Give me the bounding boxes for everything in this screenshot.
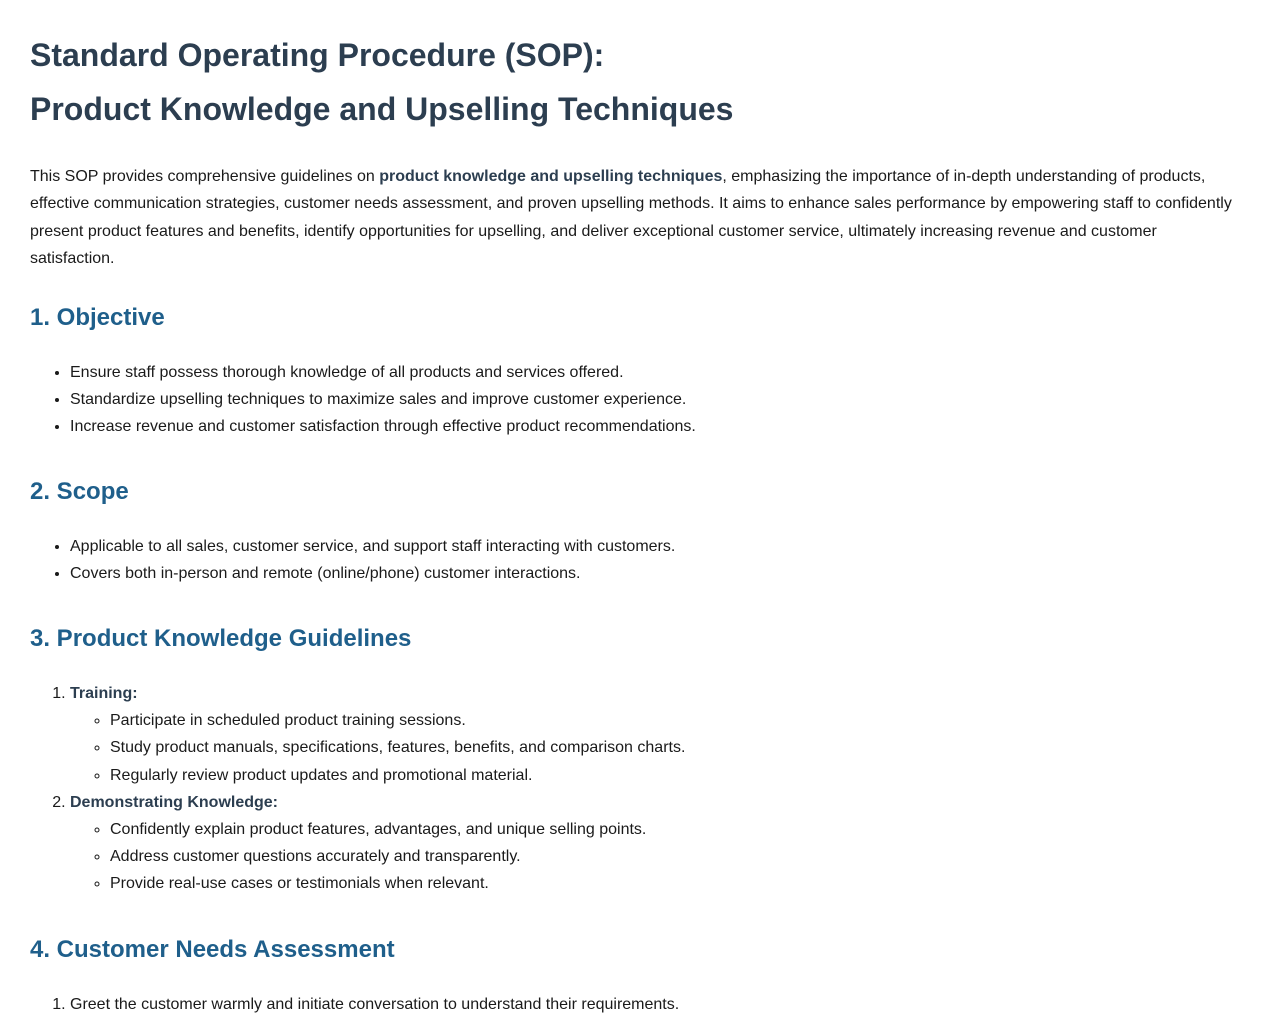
section-heading-product-knowledge: 3. Product Knowledge Guidelines <box>30 625 412 652</box>
demonstrating-sublist <box>70 816 1233 898</box>
intro-emphasis: product knowledge and upselling techniques <box>379 168 723 185</box>
sop-document <box>0 0 1263 273</box>
intro-text-end: , emphasizing the importance of in-depth understanding of products, effective communication strategies, customer needs assessment, and proven upselling methods. It aims to enhance sales performance by empowering staff to confidently present product features and benefits, identify opportunities for upselling, and deliver exceptional customer service, ultimately increasing revenue and customer satisfaction. <box>30 168 1232 268</box>
list-item: • Ensure staff possess thorough knowledge of all products and services offered. <box>70 359 1233 386</box>
title-line-1: Standard Operating Procedure (SOP): <box>30 37 605 73</box>
list-item-demonstrating-knowledge <box>70 789 1233 898</box>
objective-list <box>30 359 1233 441</box>
page-title <box>30 28 1233 136</box>
product-knowledge-list <box>30 680 1233 898</box>
section-scope <box>30 477 1233 587</box>
intro-text-start: This SOP provides comprehensive guidelines on <box>30 168 380 185</box>
sublist-item: ◦ Study product manuals, specifications, features, benefits, and comparison charts. <box>110 734 1233 761</box>
section-objective <box>30 303 1233 441</box>
sublist-item: ◦ Regularly review product updates and promotional material. <box>110 762 1233 789</box>
sublist-item: ◦ Address customer questions accurately and transparently. <box>110 843 1233 870</box>
section-heading-objective: 1. Objective <box>30 304 165 331</box>
sublist-item: ◦ Participate in scheduled product training sessions. <box>110 707 1233 734</box>
section-heading-scope: 2. Scope <box>30 478 129 505</box>
list-item: • Applicable to all sales, customer service, and support staff interacting with customers. <box>70 533 1233 560</box>
list-item-training <box>70 680 1233 789</box>
title-line-2: Product Knowledge and Upselling Techniques <box>30 91 734 127</box>
section-heading-needs-assessment: 4. Customer Needs Assessment <box>30 936 395 963</box>
list-item: • Standardize upselling techniques to maximize sales and improve customer experience. <box>70 386 1233 413</box>
list-item: • Covers both in-person and remote (online/phone) customer interactions. <box>70 560 1233 587</box>
group-label-training: Training: <box>70 685 138 702</box>
intro-paragraph <box>30 163 1233 273</box>
needs-assessment-list <box>30 991 1233 1018</box>
scope-list <box>30 533 1233 587</box>
section-product-knowledge <box>30 624 1233 898</box>
sublist-item: ◦ Provide real-use cases or testimonials when relevant. <box>110 870 1233 897</box>
list-item: 1. Greet the customer warmly and initiate conversation to understand their requirements. <box>70 991 1233 1018</box>
group-label-demonstrating-knowledge: Demonstrating Knowledge: <box>70 793 279 811</box>
sublist-item: ◦ Confidently explain product features, advantages, and unique selling points. <box>110 816 1233 843</box>
list-item: • Increase revenue and customer satisfaction through effective product recommendations. <box>70 413 1233 440</box>
training-sublist <box>70 707 1233 789</box>
section-needs-assessment <box>30 935 1233 1018</box>
